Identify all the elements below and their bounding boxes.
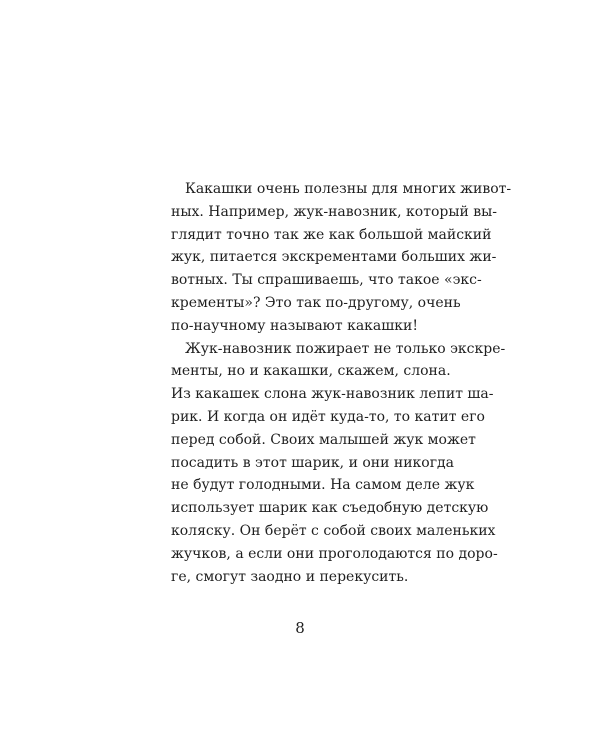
- text-line: Из какашек слона жук-навозник лепит ша-: [171, 386, 494, 403]
- text-line: по-научному называют какашки!: [171, 317, 418, 334]
- text-line: коляску. Он берёт с собой своих маленьких: [171, 522, 496, 539]
- paragraph-1: [171, 178, 512, 338]
- page-number: 8: [295, 619, 305, 637]
- text-line: вотных. Ты спрашиваешь, что такое «экс-: [171, 272, 482, 289]
- text-line: жук, питается экскрементами больших жи-: [171, 249, 497, 266]
- text-line: жучков, а если они проголодаются по доро-: [171, 545, 498, 562]
- text-line: использует шарик как съедобную детскую: [171, 500, 489, 517]
- text-line: Какашки очень полезны для многих живот-: [185, 181, 512, 197]
- text-line: посадить в этот шарик, и они никогда: [171, 454, 455, 471]
- text-line: Жук-навозник пожирает не только экскре-: [185, 340, 506, 357]
- text-line: ных. Например, жук-навозник, который вы-: [171, 203, 498, 220]
- text-line: рик. И когда он идёт куда-то, то катит его: [171, 408, 485, 425]
- body-text: [171, 178, 512, 588]
- text-line: кременты»? Это так по-другому, очень: [171, 294, 461, 311]
- text-line: менты, но и какашки, скажем, слона.: [171, 363, 451, 380]
- text-line: не будут голодными. На самом деле жук: [171, 477, 475, 494]
- text-line: глядит точно так же как большой майский: [171, 226, 492, 243]
- paragraph-2: [171, 338, 506, 589]
- text-line: ге, смогут заодно и перекусить.: [171, 568, 409, 585]
- text-line: перед собой. Своих малышей жук может: [171, 431, 476, 448]
